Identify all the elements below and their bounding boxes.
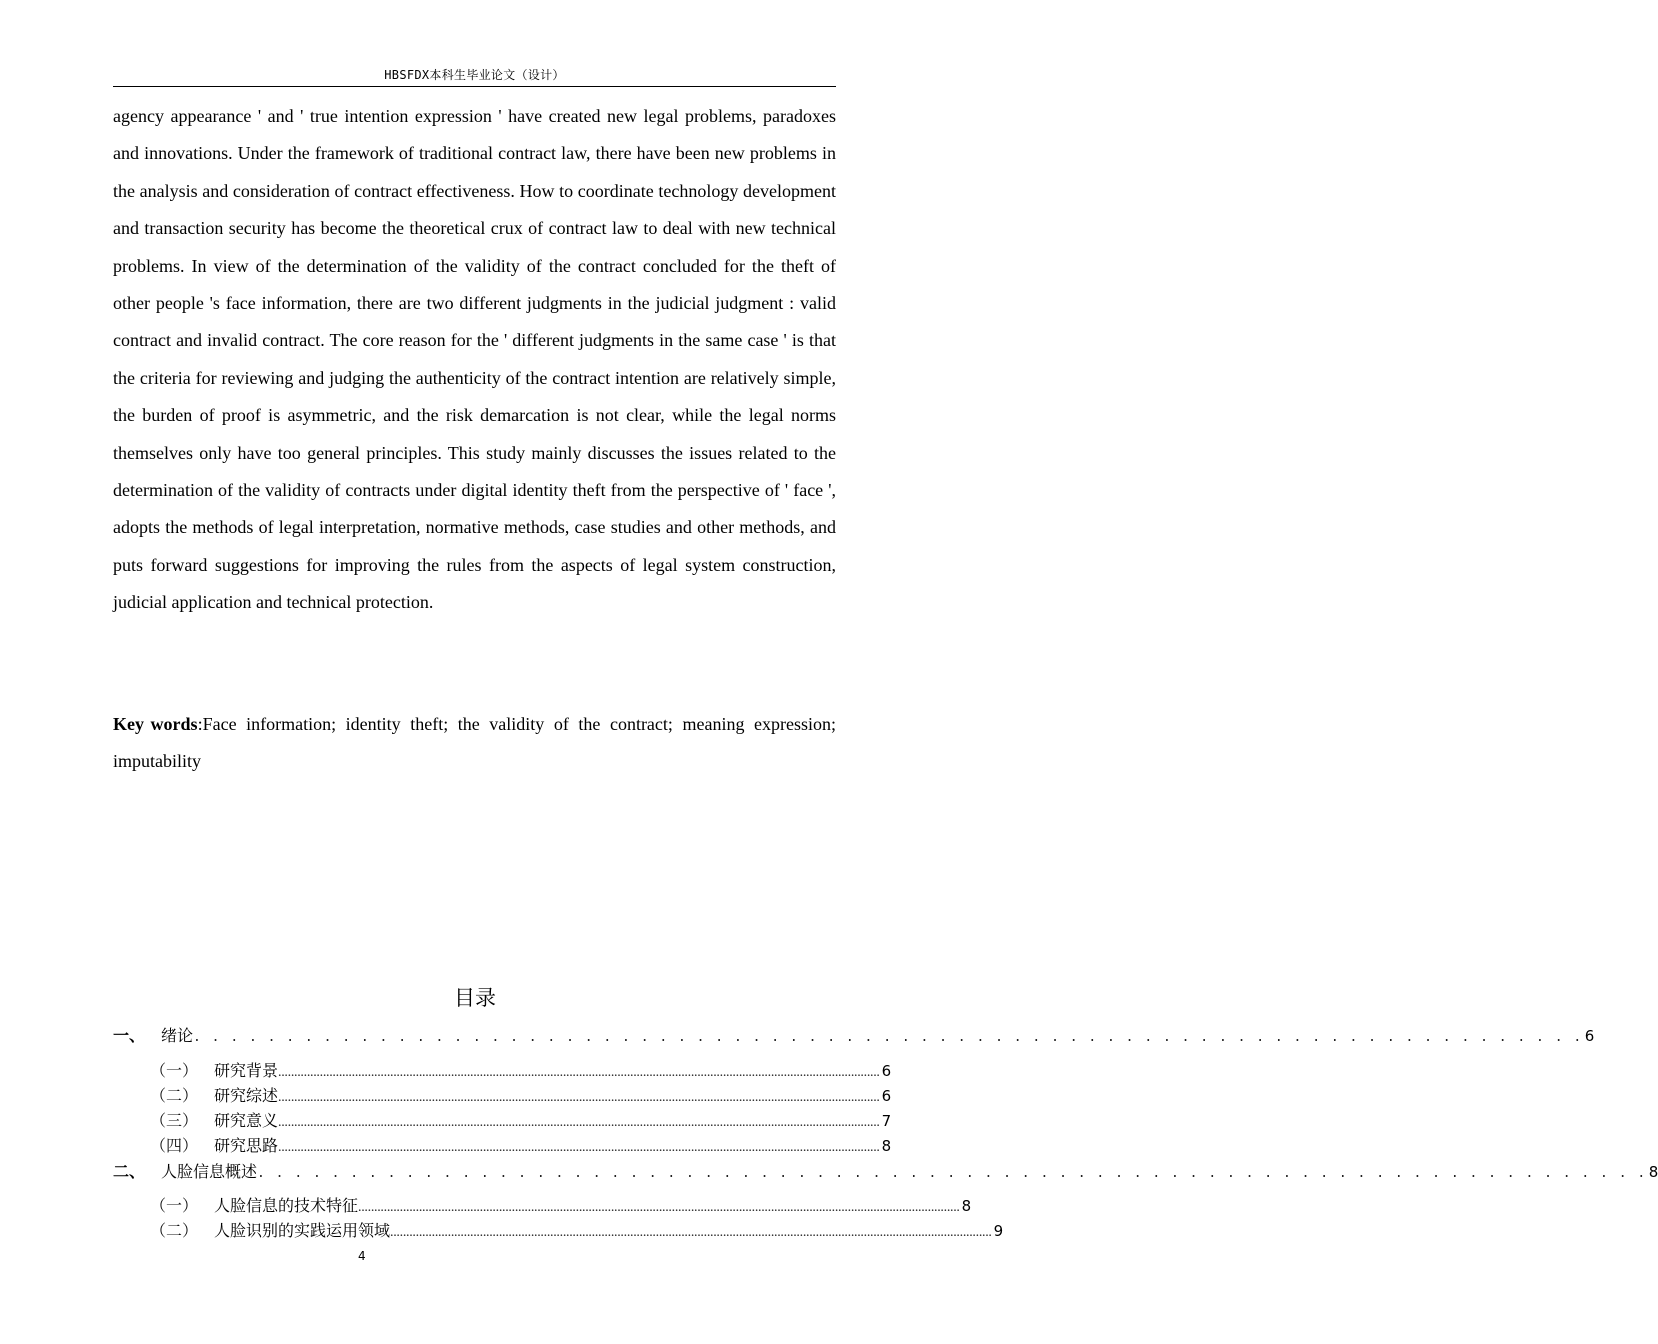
- toc-entry-page: 6: [881, 1087, 892, 1105]
- keywords-text: Face information; identity theft; the validity of the contract; meaning expression; imputability: [113, 714, 836, 771]
- abstract-paragraph: agency appearance ' and ' true intention expression ' have created new legal problems, paradoxes and innovations. Under the framework of traditional contract law, there have been new problems in the analysis and consideration of contract effectiveness. How to coordinate technology development and transaction security has become the theoretical crux of contract law to deal with new technical problems. In view of the determination of the validity of the contract concluded for the theft of other people 's face information, there are two different judgments in the judicial judgment : valid contract and invalid contract. The core reason for the ' different judgments in the same case ' is that the criteria for reviewing and judging the authenticity of the contract intention are relatively simple, the burden of proof is asymmetric, and the risk demarcation is not clear, while the legal norms themselves only have too general principles. This study mainly discusses the issues related to the determination of the validity of contracts under digital identity theft from the perspective of ' face ', adopts the methods of legal interpretation, normative methods, case studies and other methods, and puts forward suggestions for improving the rules from the aspects of legal system construction, judicial application and technical protection.: [113, 106, 836, 613]
- toc-entry-title: 研究综述: [214, 1086, 279, 1105]
- toc-entry-number: 一、: [113, 1026, 146, 1045]
- toc-entry-application-fields[interactable]: [150, 1218, 1004, 1242]
- toc-entry-face-info-overview[interactable]: [113, 1159, 1658, 1183]
- toc-entry-page: 6: [1584, 1027, 1595, 1045]
- toc-dot-leader: . . . . . . . . . . . . . . . . . . . . . . . . . . . . . . . . . . . . . . . . . . . . . . . . . . . . . . . . . . . . . . . . . . . . . . . . . . .: [193, 1030, 1583, 1045]
- toc-dot-leader: . . . . . . . . . . . . . . . . . . . . . . . . . . . . . . . . . . . . . . . . . . . . . . . . . . . . . . . . . . . . . . . . . . . . . . . . . . .: [257, 1166, 1647, 1181]
- toc-dot-leader: ............................................................................................................................................................................................: [390, 1225, 992, 1240]
- toc-entry-page: 8: [1648, 1163, 1658, 1181]
- toc-entry-research-approach[interactable]: [150, 1133, 892, 1157]
- keywords-label: Key words: [113, 714, 198, 734]
- toc-dot-leader: ............................................................................................................................................................................................: [358, 1200, 960, 1215]
- header-rule: [113, 86, 836, 87]
- toc-entry-number: （一）: [150, 1061, 199, 1080]
- toc-entry-number: （二）: [150, 1086, 199, 1105]
- toc-dot-leader: ............................................................................................................................................................................................: [278, 1090, 880, 1105]
- toc-entry-title: 研究思路: [214, 1136, 279, 1155]
- keywords-colon: :: [197, 714, 203, 734]
- toc-entry-number: （三）: [150, 1111, 199, 1130]
- toc-entry-page: 9: [993, 1222, 1004, 1240]
- toc-entry-title: 人脸信息概述: [161, 1162, 258, 1181]
- toc-entry-technical-features[interactable]: [150, 1193, 972, 1217]
- toc-entry-introduction[interactable]: [113, 1023, 1595, 1047]
- toc-entry-page: 8: [961, 1197, 972, 1215]
- toc-entry-number: 二、: [113, 1162, 146, 1181]
- toc-entry-research-background[interactable]: [150, 1058, 892, 1082]
- toc-entry-research-review[interactable]: [150, 1083, 892, 1107]
- toc-entry-title: 人脸信息的技术特征: [214, 1196, 359, 1215]
- toc-title: 目录: [454, 986, 496, 1010]
- toc-entry-number: （四）: [150, 1136, 199, 1155]
- running-header: HBSFDX本科生毕业论文（设计）: [384, 68, 565, 82]
- toc-dot-leader: ............................................................................................................................................................................................: [278, 1115, 880, 1130]
- toc-entry-page: 8: [881, 1137, 892, 1155]
- toc-entry-page: 7: [881, 1112, 892, 1130]
- keywords-paragraph: [113, 706, 836, 779]
- toc-dot-leader: ............................................................................................................................................................................................: [278, 1140, 880, 1155]
- toc-entry-number: （一）: [150, 1196, 199, 1215]
- page-number: 4: [358, 1249, 366, 1263]
- toc-entry-number: （二）: [150, 1221, 199, 1240]
- toc-entry-title: 绪论: [161, 1026, 194, 1045]
- toc-entry-research-significance[interactable]: [150, 1108, 892, 1132]
- toc-entry-title: 研究意义: [214, 1111, 279, 1130]
- toc-entry-title: 研究背景: [214, 1061, 279, 1080]
- toc-entry-title: 人脸识别的实践运用领域: [214, 1221, 391, 1240]
- toc-dot-leader: ............................................................................................................................................................................................: [278, 1065, 880, 1080]
- toc-entry-page: 6: [881, 1062, 892, 1080]
